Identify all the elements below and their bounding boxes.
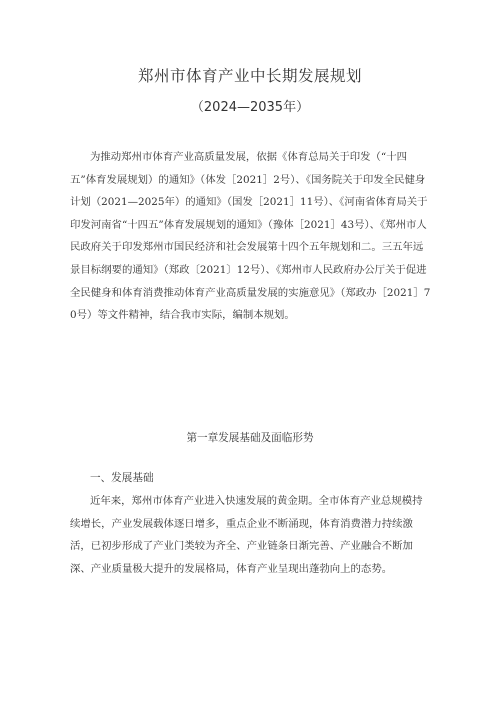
intro-paragraph-block (70, 146, 432, 327)
document-title: 郑州市体育产业中长期发展规划 (137, 67, 362, 85)
chapter-heading: 第一章发展基础及面临形势 (186, 432, 314, 444)
section-body-block (70, 490, 432, 580)
intro-paragraph: 为推动郑州市体育产业高质量发展，依据《体育总局关于印发（“十四五”体育发展规划）的通知》（体发［2021］2号）、《国务院关于印发全民健身计划（2021—2025年）的通知》（国发［2021］11号）、《河南省体育局关于印发河南省“十四五”体育发展规划的通知》（豫体［2021］43号）、《郑州市人民政府关于印发郑州市国民经济和社会发展第十四个五年规划和二。三五年远景目标纲要的通知》（郑政〔2021〕12号）、《郑州市人民政府办公厅关于促进全民健身和体育消费推动体育产业高质量发展的实施意见》（郑政办［2021］70号）等文件精神，结合我市实际，编制本规划。 (70, 151, 431, 322)
section-heading: 一、发展基础 (90, 472, 154, 484)
document-subtitle: （2024—2035年） (190, 100, 310, 115)
section-body-paragraph: 近年来，郑州市体育产业进入快速发展的黄金期。全市体育产业总规模持续增长，产业发展载体逐日增多，重点企业不断涌现，体育消费潜力持续激活，已初步形成了产业门类较为齐全、产业链条日渐完善、产业融合不断加深、产业质量极大提升的发展格局，体育产业呈现出蓬勃向上的态势。 (70, 495, 423, 575)
